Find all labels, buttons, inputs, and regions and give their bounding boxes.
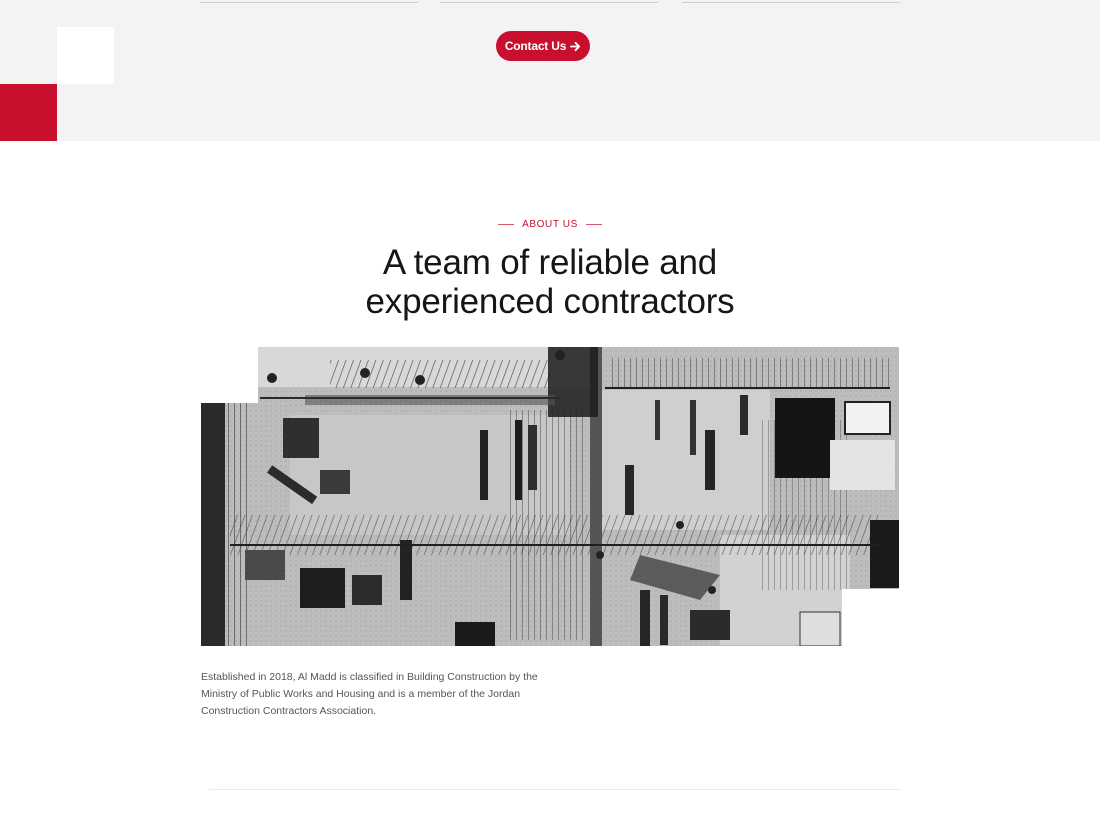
- section-divider: [209, 789, 902, 790]
- headline-line-1: A team of reliable and: [382, 243, 718, 282]
- about-description: Established in 2018, Al Madd is classified in Building Construction by the Ministry of Public Works and Housing and is a member of the Jordan Construction Contractors Association.: [201, 671, 538, 717]
- contact-us-label: Contact Us: [504, 39, 567, 53]
- card-bottom-rule: [200, 2, 418, 3]
- headline-line-2: experienced contractors: [365, 282, 735, 321]
- decorative-white-square: [57, 27, 114, 84]
- section-headline: [0, 243, 1100, 321]
- top-band: [0, 0, 1100, 141]
- decorative-red-square: [0, 84, 57, 141]
- contact-us-button[interactable]: [496, 31, 590, 61]
- card-bottom-rule: [682, 2, 900, 3]
- eyebrow-dash-right: [586, 224, 602, 225]
- arrow-right-icon: [570, 41, 581, 52]
- section-eyebrow: [0, 219, 1100, 230]
- eyebrow-dash-left: [498, 224, 514, 225]
- card-bottom-rule: [440, 2, 658, 3]
- eyebrow-label: ABOUT US: [522, 219, 578, 230]
